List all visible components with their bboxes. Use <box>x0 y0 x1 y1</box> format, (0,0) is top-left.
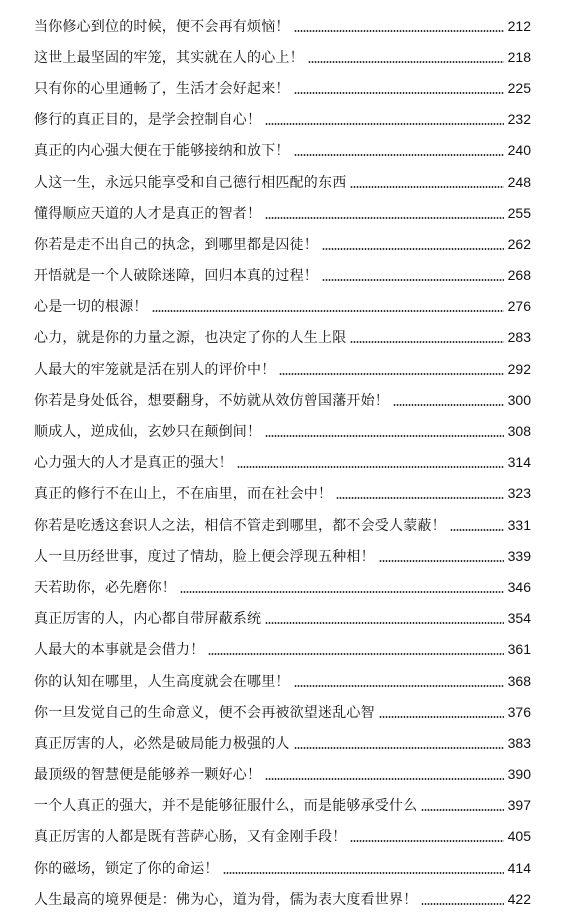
toc-entry[interactable] <box>34 260 531 291</box>
toc-entry-page: 390 <box>507 766 531 783</box>
dot-leader <box>350 341 503 343</box>
toc-entry[interactable] <box>34 415 531 446</box>
toc-entry-page: 292 <box>507 360 531 377</box>
dot-leader <box>265 622 503 624</box>
dot-leader <box>350 840 503 842</box>
toc-entry-page: 262 <box>507 235 531 252</box>
toc-entry-page: 212 <box>507 17 531 34</box>
toc-entry[interactable] <box>34 571 531 602</box>
toc-entry-page: 308 <box>507 423 531 440</box>
dot-leader <box>294 92 504 94</box>
toc-entry-title: 一个人真正的强大，并不是能够征服什么，而是能够承受什么 <box>34 798 418 815</box>
toc-entry-page: 405 <box>507 828 531 845</box>
toc-entry[interactable] <box>34 135 531 166</box>
toc-entry-page: 383 <box>507 734 531 751</box>
toc-entry-page: 225 <box>507 79 531 96</box>
toc-entry[interactable] <box>34 384 531 415</box>
dot-leader <box>294 685 504 687</box>
toc-entry[interactable] <box>34 104 531 135</box>
dot-leader <box>237 466 504 468</box>
toc-entry[interactable] <box>34 790 531 821</box>
toc-entry-page: 314 <box>507 454 531 471</box>
toc-entry[interactable] <box>34 41 531 72</box>
dot-leader <box>265 217 503 219</box>
toc-entry-title: 真正厉害的人，内心都自带屏蔽系统 <box>34 611 262 628</box>
dot-leader <box>208 653 503 655</box>
dot-leader <box>336 497 503 499</box>
toc-entry-title: 你若是身处低谷，想要翻身，不妨就从效仿曾国藩开始！ <box>34 392 389 409</box>
dot-leader <box>180 591 504 593</box>
toc-entry-title: 你一旦发觉自己的生命意义，便不会再被欲望迷乱心智 <box>34 704 375 721</box>
toc-entry[interactable] <box>34 197 531 228</box>
toc-entry-page: 283 <box>507 329 531 346</box>
toc-entry-page: 346 <box>507 578 531 595</box>
toc-entry[interactable] <box>34 727 531 758</box>
toc-entry-page: 232 <box>507 111 531 128</box>
dot-leader <box>265 435 503 437</box>
dot-leader <box>379 716 504 718</box>
toc-entry-page: 361 <box>507 641 531 658</box>
toc-entry-title: 你若是吃透这套识人之法，相信不管走到哪里，都不会受人蒙蔽！ <box>34 517 446 534</box>
toc-entry-title: 开悟就是一个人破除迷障，回归本真的过程！ <box>34 268 318 285</box>
toc-entry-title: 心是一切的根源！ <box>34 299 148 316</box>
table-of-contents <box>34 10 531 914</box>
toc-entry-page: 397 <box>507 797 531 814</box>
toc-entry-title: 人一旦历经世事，度过了情劫，脸上便会浮现五种相！ <box>34 548 375 565</box>
toc-entry[interactable] <box>34 10 531 41</box>
dot-leader <box>379 560 504 562</box>
toc-entry-title: 当你修心到位的时候，便不会再有烦恼！ <box>34 18 290 35</box>
toc-entry[interactable] <box>34 322 531 353</box>
toc-entry[interactable] <box>34 509 531 540</box>
toc-entry-page: 276 <box>507 298 531 315</box>
toc-entry[interactable] <box>34 447 531 478</box>
dot-leader <box>393 404 504 406</box>
toc-entry-title: 你的磁场，锁定了你的命运！ <box>34 860 219 877</box>
toc-entry-page: 255 <box>507 204 531 221</box>
toc-entry-title: 你若是走不出自己的执念，到哪里都是囚徒！ <box>34 236 318 253</box>
toc-entry-page: 368 <box>507 672 531 689</box>
toc-entry-title: 这世上最坚固的牢笼，其实就在人的心上！ <box>34 49 304 66</box>
toc-entry-page: 376 <box>507 703 531 720</box>
dot-leader <box>265 778 503 780</box>
toc-entry-title: 顺成人，逆成仙，玄妙只在颠倒间！ <box>34 424 262 441</box>
dot-leader <box>152 310 504 312</box>
toc-entry-title: 人最大的本事就是会借力！ <box>34 642 205 659</box>
toc-entry-page: 354 <box>507 610 531 627</box>
toc-entry-page: 422 <box>507 890 531 907</box>
toc-entry-page: 414 <box>507 859 531 876</box>
toc-entry[interactable] <box>34 228 531 259</box>
dot-leader <box>294 747 504 749</box>
toc-entry-title: 天若助你，必先磨你！ <box>34 579 176 596</box>
toc-entry-page: 248 <box>507 173 531 190</box>
toc-entry-title: 修行的真正目的，是学会控制自心！ <box>34 112 262 129</box>
toc-entry-title: 人最大的牢笼就是活在别人的评价中！ <box>34 361 276 378</box>
dot-leader <box>421 903 503 905</box>
toc-entry-page: 300 <box>507 391 531 408</box>
dot-leader <box>294 154 504 156</box>
toc-entry[interactable] <box>34 759 531 790</box>
dot-leader <box>223 872 504 874</box>
toc-entry[interactable] <box>34 665 531 696</box>
toc-entry-title: 只有你的心里通畅了，生活才会好起来！ <box>34 80 290 97</box>
toc-entry-page: 240 <box>507 142 531 159</box>
toc-entry-title: 最顶级的智慧便是能够养一颗好心！ <box>34 767 262 784</box>
dot-leader <box>308 61 504 63</box>
dot-leader <box>350 186 503 188</box>
toc-entry-title: 真正的修行不在山上，不在庙里，而在社会中！ <box>34 486 333 503</box>
toc-entry[interactable] <box>34 852 531 883</box>
toc-entry[interactable] <box>34 353 531 384</box>
toc-entry-title: 真正的内心强大便在于能够接纳和放下！ <box>34 143 290 160</box>
dot-leader <box>322 279 504 281</box>
dot-leader <box>265 123 503 125</box>
toc-entry-page: 323 <box>507 485 531 502</box>
toc-entry[interactable] <box>34 166 531 197</box>
toc-entry-title: 心力，就是你的力量之源，也决定了你的人生上限 <box>34 330 347 347</box>
toc-entry-page: 268 <box>507 267 531 284</box>
dot-leader <box>322 248 504 250</box>
toc-entry[interactable] <box>34 603 531 634</box>
toc-entry-page: 331 <box>507 516 531 533</box>
toc-entry-title: 心力强大的人才是真正的强大！ <box>34 455 233 472</box>
toc-entry[interactable] <box>34 883 531 914</box>
toc-entry[interactable] <box>34 72 531 103</box>
toc-entry-title: 人这一生，永远只能享受和自己德行相匹配的东西 <box>34 174 347 191</box>
toc-entry[interactable] <box>34 291 531 322</box>
toc-entry-title: 真正厉害的人，必然是破局能力极强的人 <box>34 735 290 752</box>
dot-leader <box>279 373 503 375</box>
toc-entry-title: 人生最高的境界便是：佛为心，道为骨，儒为表大度看世界！ <box>34 891 418 908</box>
toc-entry[interactable] <box>34 634 531 665</box>
dot-leader <box>294 30 504 32</box>
toc-entry[interactable] <box>34 540 531 571</box>
toc-entry-title: 懂得顺应天道的人才是真正的智者！ <box>34 205 262 222</box>
dot-leader <box>421 809 503 811</box>
toc-entry[interactable] <box>34 478 531 509</box>
dot-leader <box>450 529 504 531</box>
toc-entry-title: 你的认知在哪里，人生高度就会在哪里！ <box>34 673 290 690</box>
toc-entry[interactable] <box>34 696 531 727</box>
toc-entry-page: 339 <box>507 547 531 564</box>
toc-entry-page: 218 <box>507 48 531 65</box>
toc-entry-title: 真正厉害的人都是既有菩萨心肠，又有金刚手段！ <box>34 829 347 846</box>
toc-entry[interactable] <box>34 821 531 852</box>
